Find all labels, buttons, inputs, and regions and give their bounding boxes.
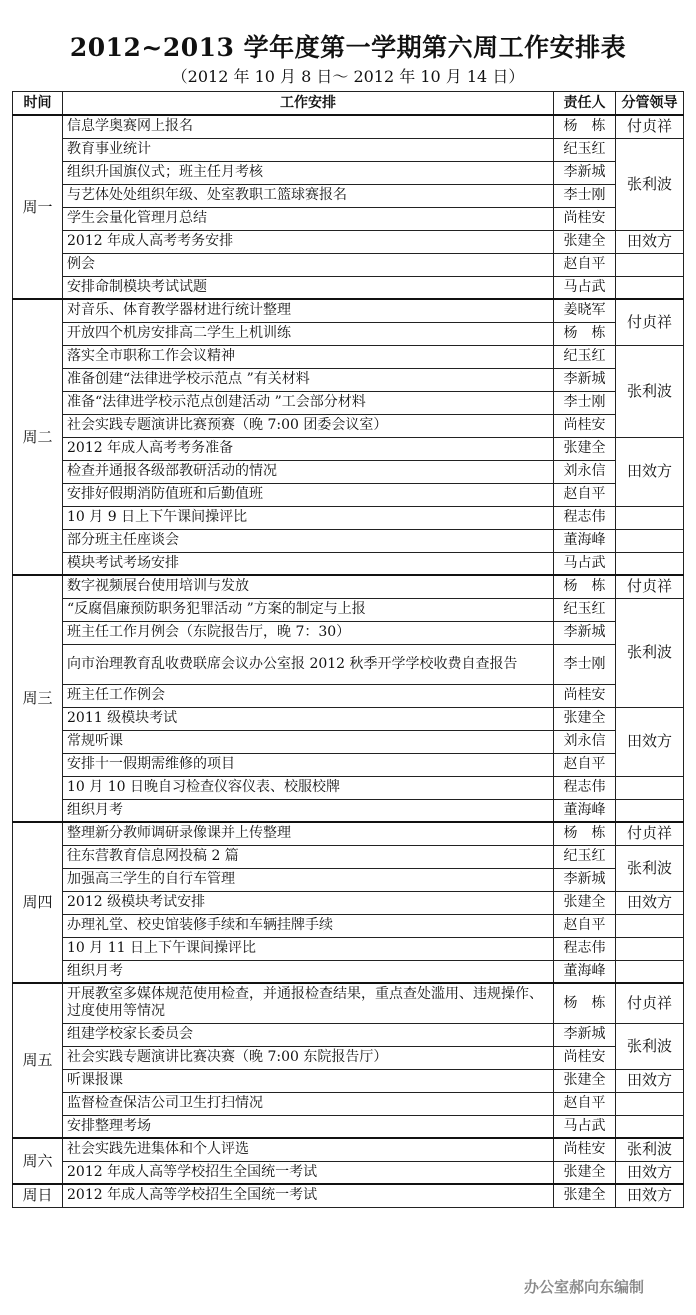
task-cell: 往东营教育信息网投稿 2 篇 [63,845,554,868]
person-cell: 尚桂安 [554,207,616,230]
person-cell: 董海峰 [554,960,616,983]
table-row [13,1138,684,1161]
table-row [13,345,684,368]
person-cell: 杨 栋 [554,115,616,138]
leader-cell [616,253,684,276]
table-row [13,253,684,276]
leader-cell: 张利波 [616,1138,684,1161]
table-row [13,322,684,345]
task-cell: 例会 [63,253,554,276]
person-cell: 李新城 [554,161,616,184]
person-cell: 张建全 [554,437,616,460]
leader-cell: 付贞祥 [616,575,684,598]
person-cell: 赵自平 [554,253,616,276]
task-cell: 10 月 10 日晚自习检查仪容仪表、校服校牌 [63,776,554,799]
person-cell: 杨 栋 [554,822,616,845]
day-cell: 周四 [13,822,63,983]
person-cell: 马占武 [554,276,616,299]
task-cell: 安排命制模块考试试题 [63,276,554,299]
person-cell: 杨 栋 [554,322,616,345]
table-row [13,845,684,868]
task-cell: 开展教室多媒体规范使用检查，并通报检查结果，重点查处滥用、违规操作、过度使用等情况 [63,983,554,1023]
day-cell: 周五 [13,983,63,1138]
leader-cell [616,1092,684,1115]
person-cell: 张建全 [554,1184,616,1207]
table-row [13,184,684,207]
leader-cell [616,276,684,299]
task-cell: 安排整理考场 [63,1115,554,1138]
task-cell: 2012 级模块考试安排 [63,891,554,914]
task-cell: 安排十一假期需维修的项目 [63,753,554,776]
schedule-table [12,91,684,1208]
table-row [13,891,684,914]
table-row [13,799,684,822]
person-cell: 马占武 [554,552,616,575]
table-row [13,1069,684,1092]
task-cell: 组建学校家长委员会 [63,1023,554,1046]
header-task: 工作安排 [63,92,554,116]
person-cell: 李新城 [554,621,616,644]
leader-cell [616,776,684,799]
person-cell: 赵自平 [554,483,616,506]
table-row [13,960,684,983]
table-row [13,276,684,299]
table-row [13,230,684,253]
leader-cell [616,1115,684,1138]
leader-cell [616,506,684,529]
header-row [13,92,684,116]
person-cell: 尚桂安 [554,684,616,707]
task-cell: 2012 年成人高等学校招生全国统一考试 [63,1161,554,1184]
header-day: 时间 [13,92,63,116]
table-row [13,552,684,575]
table-row [13,207,684,230]
table-row [13,115,684,138]
task-cell: 社会实践专题演讲比赛预赛（晚 7:00 团委会议室） [63,414,554,437]
task-cell: 数字视频展台使用培训与发放 [63,575,554,598]
leader-cell: 付贞祥 [616,299,684,345]
leader-cell: 田效方 [616,707,684,776]
leader-cell [616,799,684,822]
person-cell: 李士刚 [554,184,616,207]
task-cell: 常规听课 [63,730,554,753]
person-cell: 马占武 [554,1115,616,1138]
task-cell: 教育事业统计 [63,138,554,161]
leader-cell: 田效方 [616,891,684,914]
task-cell: 信息学奥赛网上报名 [63,115,554,138]
leader-cell: 张利波 [616,845,684,891]
day-cell: 周三 [13,575,63,822]
table-row [13,1115,684,1138]
schedule-body [13,115,684,1207]
table-row [13,621,684,644]
task-cell: 与艺体处处组织年级、处室教职工篮球赛报名 [63,184,554,207]
header-leader: 分管领导 [616,92,684,116]
task-cell: 落实全市职称工作会议精神 [63,345,554,368]
person-cell: 张建全 [554,1069,616,1092]
person-cell: 董海峰 [554,799,616,822]
leader-cell [616,937,684,960]
task-cell: 部分班主任座谈会 [63,529,554,552]
task-cell: 组织月考 [63,799,554,822]
person-cell: 姜晓军 [554,299,616,322]
table-row [13,414,684,437]
leader-cell [616,914,684,937]
task-cell: 对音乐、体育教学器材进行统计整理 [63,299,554,322]
task-cell: 检查并通报各级部教研活动的情况 [63,460,554,483]
table-row [13,506,684,529]
leader-cell: 付贞祥 [616,822,684,845]
person-cell: 程志伟 [554,506,616,529]
leader-cell: 张利波 [616,598,684,707]
table-row [13,1023,684,1046]
header-person: 责任人 [554,92,616,116]
task-cell: 社会实践先进集体和个人评选 [63,1138,554,1161]
task-cell: 2012 年成人高考考务准备 [63,437,554,460]
leader-cell: 田效方 [616,437,684,506]
task-cell: 整理新分教师调研录像课并上传整理 [63,822,554,845]
table-row [13,1046,684,1069]
task-cell: 准备创建“法律进学校示范点 ”有关材料 [63,368,554,391]
day-cell: 周日 [13,1184,63,1207]
task-cell: 模块考试考场安排 [63,552,554,575]
leader-cell: 付贞祥 [616,115,684,138]
day-cell: 周六 [13,1138,63,1184]
task-cell: 准备“法律进学校示范点创建活动 ”工会部分材料 [63,391,554,414]
person-cell: 尚桂安 [554,414,616,437]
table-row [13,822,684,845]
table-row [13,914,684,937]
person-cell: 刘永信 [554,460,616,483]
table-row [13,753,684,776]
task-cell: 监督检查保洁公司卫生打扫情况 [63,1092,554,1115]
person-cell: 尚桂安 [554,1046,616,1069]
person-cell: 赵自平 [554,753,616,776]
person-cell: 杨 栋 [554,983,616,1023]
table-row [13,529,684,552]
person-cell: 程志伟 [554,776,616,799]
person-cell: 赵自平 [554,914,616,937]
table-row [13,138,684,161]
leader-cell [616,960,684,983]
leader-cell: 张利波 [616,1023,684,1069]
person-cell: 纪玉红 [554,845,616,868]
task-cell: 班主任工作例会 [63,684,554,707]
task-cell: 2012 年成人高等学校招生全国统一考试 [63,1184,554,1207]
leader-cell: 张利波 [616,138,684,230]
task-cell: 学生会量化管理月总结 [63,207,554,230]
leader-cell: 田效方 [616,230,684,253]
table-row [13,707,684,730]
leader-cell [616,552,684,575]
person-cell: 张建全 [554,707,616,730]
person-cell: 张建全 [554,1161,616,1184]
page-title: 2012~2013 学年度第一学期第六周工作安排表 [69,33,627,62]
table-row [13,1092,684,1115]
table-row [13,868,684,891]
table-row [13,460,684,483]
leader-cell [616,529,684,552]
table-row [13,937,684,960]
task-cell: 社会实践专题演讲比赛决赛（晚 7:00 东院报告厅） [63,1046,554,1069]
leader-cell: 田效方 [616,1161,684,1184]
table-row [13,684,684,707]
day-cell: 周一 [13,115,63,299]
task-cell: 办理礼堂、校史馆装修手续和车辆挂牌手续 [63,914,554,937]
table-row [13,1161,684,1184]
table-row [13,437,684,460]
person-cell: 尚桂安 [554,1138,616,1161]
table-row [13,161,684,184]
task-cell: 2011 级模块考试 [63,707,554,730]
person-cell: 李新城 [554,1023,616,1046]
person-cell: 李士刚 [554,644,616,684]
task-cell: 班主任工作月例会（东院报告厅，晚 7：30） [63,621,554,644]
leader-cell: 付贞祥 [616,983,684,1023]
task-cell: 2012 年成人高考考务安排 [63,230,554,253]
person-cell: 纪玉红 [554,138,616,161]
person-cell: 李士刚 [554,391,616,414]
task-cell: 安排好假期消防值班和后勤值班 [63,483,554,506]
task-cell: 向市治理教育乱收费联席会议办公室报 2012 秋季开学学校收费自查报告 [63,644,554,684]
compiled-by: 办公室郝向东编制 [523,1278,644,1296]
person-cell: 刘永信 [554,730,616,753]
task-cell: 组织月考 [63,960,554,983]
task-cell: 听课报课 [63,1069,554,1092]
person-cell: 赵自平 [554,1092,616,1115]
person-cell: 李新城 [554,868,616,891]
table-row [13,644,684,684]
task-cell: 10 月 11 日上下午课间操评比 [63,937,554,960]
person-cell: 程志伟 [554,937,616,960]
table-row [13,730,684,753]
person-cell: 李新城 [554,368,616,391]
day-cell: 周二 [13,299,63,575]
person-cell: 董海峰 [554,529,616,552]
table-row [13,598,684,621]
leader-cell: 田效方 [616,1184,684,1207]
person-cell: 张建全 [554,891,616,914]
table-row [13,575,684,598]
date-range: （2012 年 10 月 8 日～ 2012 年 10 月 14 日） [171,67,525,86]
leader-cell: 田效方 [616,1069,684,1092]
person-cell: 杨 栋 [554,575,616,598]
task-cell: 开放四个机房安排高二学生上机训练 [63,322,554,345]
person-cell: 张建全 [554,230,616,253]
person-cell: 纪玉红 [554,345,616,368]
task-cell: “反腐倡廉预防职务犯罪活动 ”方案的制定与上报 [63,598,554,621]
table-row [13,368,684,391]
task-cell: 10 月 9 日上下午课间操评比 [63,506,554,529]
person-cell: 纪玉红 [554,598,616,621]
table-row [13,983,684,1023]
leader-cell: 张利波 [616,345,684,437]
table-row [13,299,684,322]
table-row [13,391,684,414]
task-cell: 加强高三学生的自行车管理 [63,868,554,891]
table-row [13,776,684,799]
table-row [13,1184,684,1207]
table-row [13,483,684,506]
task-cell: 组织升国旗仪式；班主任月考核 [63,161,554,184]
